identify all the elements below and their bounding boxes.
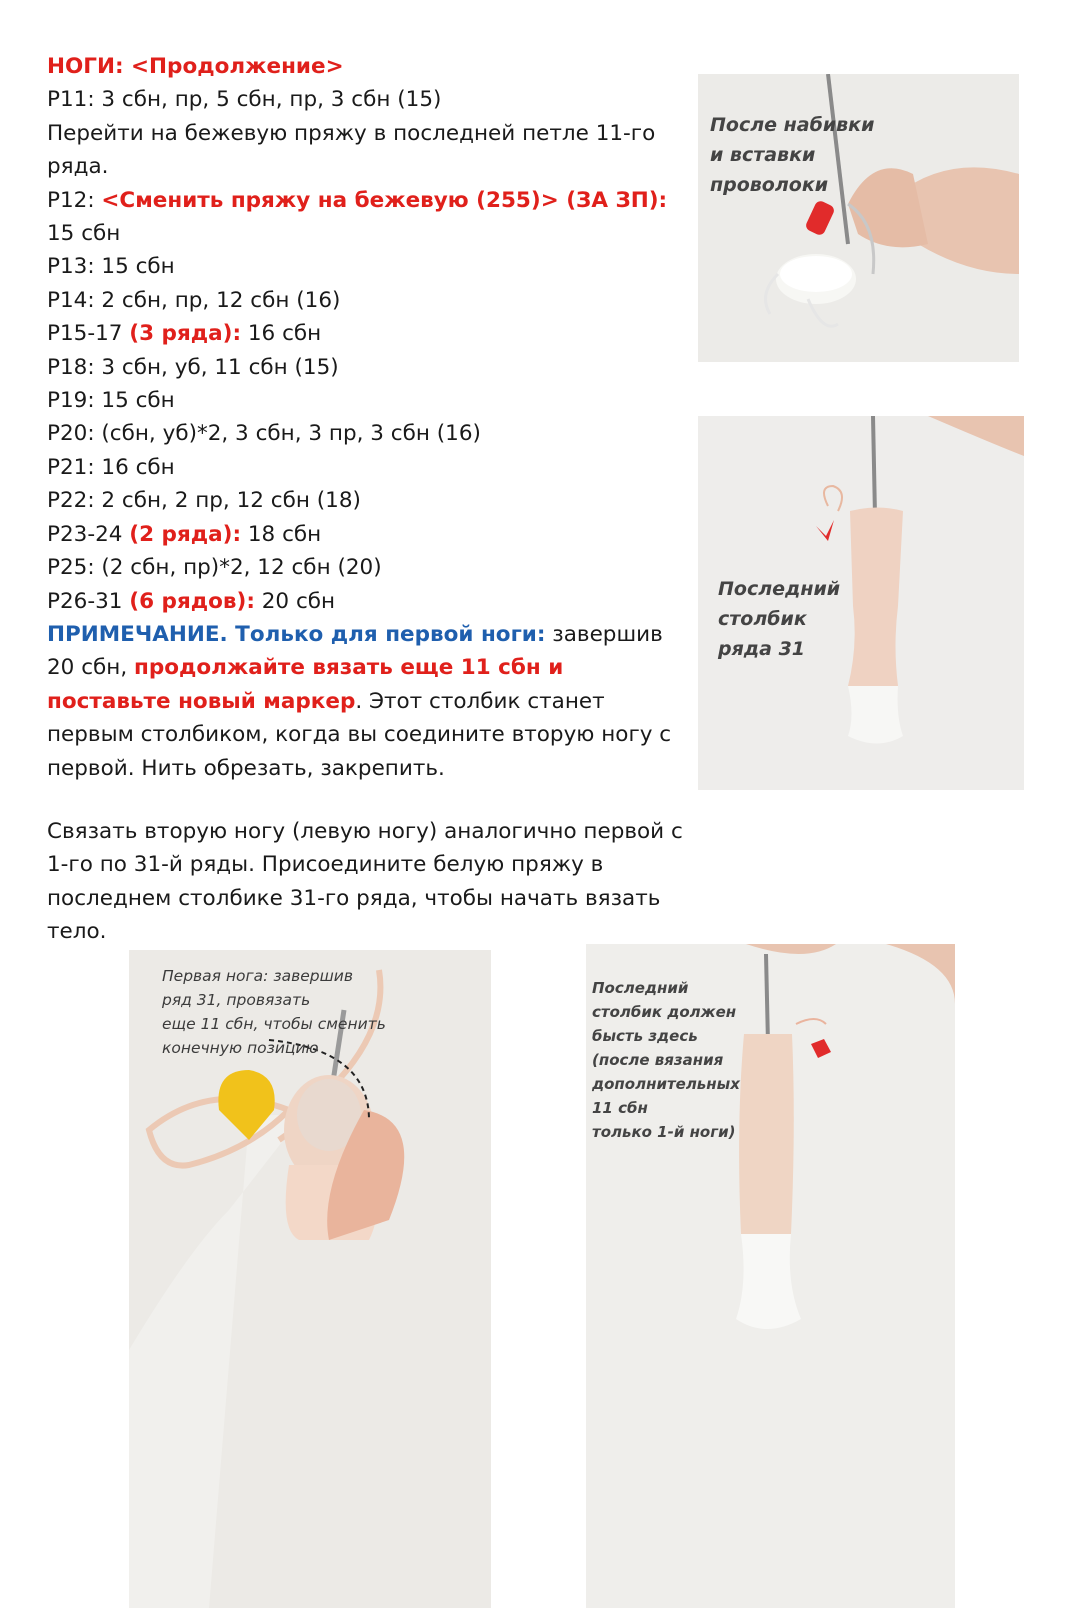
photo-last-stitch-row-31 xyxy=(698,416,1024,790)
photo-3-caption-line: ряд 31, провязать xyxy=(162,991,311,1009)
photo-4-caption xyxy=(592,976,740,1144)
row-25: Р25: (2 сбн, пр)*2, 12 сбн (20) xyxy=(47,555,382,581)
section-heading: НОГИ: <Продолжение> xyxy=(47,54,344,79)
row-26-highlight: (6 рядов): xyxy=(129,588,255,614)
note-highlight: продолжайте вязать еще 11 сбн и поставьте новый маркер xyxy=(47,655,564,714)
row-26-31 xyxy=(47,585,697,618)
photo-4-caption-line: 11 сбн xyxy=(592,1099,648,1117)
instructions xyxy=(47,50,697,785)
photo-last-stitch-position xyxy=(586,944,955,1608)
photo-1-caption-line: и вставки xyxy=(710,144,816,166)
second-leg-paragraph: Связать вторую ногу (левую ногу) аналогично первой с 1-го по 31-й ряды. Присоедините белую пряжу в последнем столбике 31-го ряда, чтобы начать вязать тело. xyxy=(47,819,683,945)
row-12-highlight: <Сменить пряжу на бежевую (255)> (ЗА ЗП): xyxy=(101,187,668,213)
note-text-2: . Этот столбик станет первым столбиком, когда вы соедините вторую ногу с первой. Нить обрезать, закрепить. xyxy=(47,688,672,781)
note-text-1: завершив 20 сбн, xyxy=(47,621,663,681)
row-13: Р13: 15 сбн xyxy=(47,254,175,280)
row-12-stitches: 15 сбн xyxy=(47,221,121,247)
row-15-highlight: (3 ряда): xyxy=(129,321,242,347)
row-15-stitches: 16 сбн xyxy=(241,321,322,347)
row-14: Р14: 2 сбн, пр, 12 сбн (16) xyxy=(47,287,341,313)
photo-4-caption-line: бысть здесь xyxy=(592,1027,698,1045)
row-19: Р19: 15 сбн xyxy=(47,388,175,414)
row-15-17 xyxy=(47,317,697,350)
photo-2-caption-line: ряда 31 xyxy=(718,638,806,660)
row-12 xyxy=(47,184,697,217)
photo-2-caption xyxy=(718,574,840,664)
row-18: Р18: 3 сбн, уб, 11 сбн (15) xyxy=(47,354,339,380)
row-23-24 xyxy=(47,518,697,551)
photo-first-leg-end xyxy=(129,950,491,1608)
row-26-label: Р26-31 xyxy=(47,588,130,614)
photo-3-caption-line: еще 11 сбн, чтобы сменить xyxy=(162,1015,386,1033)
row-26-stitches: 20 сбн xyxy=(254,588,336,614)
photo-4-caption-line: дополнительных xyxy=(592,1075,740,1093)
photo-3-caption-line: Первая нога: завершив xyxy=(162,967,353,985)
photo-1-caption-line: После набивки xyxy=(710,114,875,136)
row-23-label: Р23-24 xyxy=(47,521,130,547)
row-22: Р22: 2 сбн, 2 пр, 12 сбн (18) xyxy=(47,488,361,514)
row-21: Р21: 16 сбн xyxy=(47,454,175,480)
photo-stuffing-wire xyxy=(698,74,1019,362)
row-23-highlight: (2 ряда): xyxy=(129,521,242,547)
yarn-switch-note: Перейти на бежевую пряжу в последней петле 11-го ряда. xyxy=(47,120,656,180)
photo-1-caption-line: проволоки xyxy=(710,174,829,196)
row-23-stitches: 18 сбн xyxy=(241,521,322,547)
photo-1-caption xyxy=(710,110,874,200)
photo-2-caption-line: столбик xyxy=(718,608,807,630)
photo-4-caption-line: столбик должен xyxy=(592,1003,737,1021)
photo-4-caption-line: (после вязания xyxy=(592,1051,724,1069)
first-leg-note xyxy=(47,618,687,785)
photo-2-caption-line: Последний xyxy=(718,578,841,600)
row-15-label: Р15-17 xyxy=(47,321,130,347)
note-label: ПРИМЕЧАНИЕ. Только для первой ноги: xyxy=(47,621,546,647)
photo-3-caption xyxy=(162,964,386,1060)
photo-4-caption-line: только 1-й ноги) xyxy=(592,1123,736,1141)
row-11: Р11: 3 сбн, пр, 5 сбн, пр, 3 сбн (15) xyxy=(47,87,442,113)
photo-3-caption-line: конечную позицию xyxy=(162,1039,319,1057)
row-12-label: Р12: xyxy=(47,187,102,213)
row-20: Р20: (сбн, уб)*2, 3 сбн, 3 пр, 3 сбн (16) xyxy=(47,421,481,447)
photo-4-caption-line: Последний xyxy=(592,979,689,997)
